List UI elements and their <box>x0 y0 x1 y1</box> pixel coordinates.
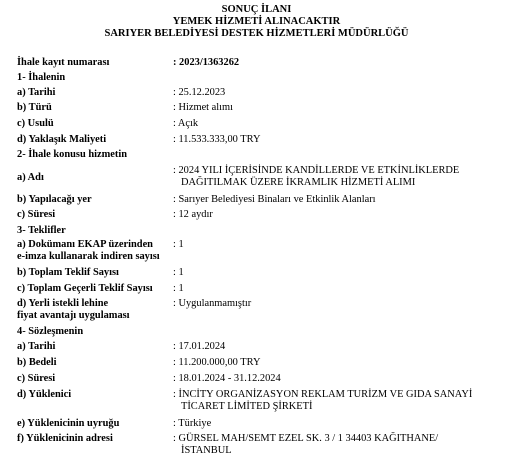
tender-type-label: b) Türü <box>17 102 52 113</box>
domestic-advantage-label-line2: fiyat avantajı uygulaması <box>17 310 130 321</box>
service-name-label: a) Adı <box>17 172 44 183</box>
registration-label: İhale kayıt numarası <box>17 57 110 68</box>
contractor-address-label: f) Yüklenicinin adresi <box>17 433 113 444</box>
total-bids-value: : 1 <box>173 267 184 278</box>
contractor-value-line2: TİCARET LİMİTED ŞİRKETİ <box>181 401 313 412</box>
tender-type-value: : Hizmet alımı <box>173 102 234 113</box>
ekap-download-label-line1: a) Dokümanı EKAP üzerinden <box>17 239 153 250</box>
estimated-cost-label: d) Yaklaşık Maliyeti <box>17 134 107 145</box>
domestic-advantage-label-line1: d) Yerli istekli lehine <box>17 298 109 309</box>
service-name-value-line1: : 2024 YILI İÇERİSİNDE KANDİLLERDE VE ETKİNLİKLERDE <box>173 165 460 176</box>
notice-department: SARIYER BELEDİYESİ DESTEK HİZMETLERİ MÜDÜRLÜĞÜ <box>104 28 409 39</box>
contract-price-label: b) Bedeli <box>17 357 57 368</box>
estimated-cost-value: : 11.533.333,00 TRY <box>173 134 261 145</box>
service-location-value: : Sarıyer Belediyesi Binaları ve Etkinlik Alanları <box>173 194 376 205</box>
section-1-title: 1- İhalenin <box>17 72 66 83</box>
tender-method-label: c) Usulü <box>17 118 54 129</box>
notice-title: SONUÇ İLANI <box>221 4 292 15</box>
valid-bids-label: c) Toplam Geçerli Teklif Sayısı <box>17 283 153 294</box>
contractor-address-value-line2: İSTANBUL <box>181 445 232 456</box>
ekap-download-value: : 1 <box>173 239 184 250</box>
tender-date-label: a) Tarihi <box>17 87 56 98</box>
ekap-download-label-line2: e-imza kullanarak indiren sayısı <box>17 251 160 262</box>
contract-date-value: : 17.01.2024 <box>173 341 226 352</box>
tender-method-value: : Açık <box>173 118 199 129</box>
contract-duration-label: c) Süresi <box>17 373 56 384</box>
contractor-address-value-line1: : GÜRSEL MAH/SEMT EZEL SK. 3 / 1 34403 KAĞITHANE/ <box>173 433 439 444</box>
valid-bids-value: : 1 <box>173 283 184 294</box>
contract-duration-value: : 18.01.2024 - 31.12.2024 <box>173 373 281 384</box>
service-duration-value: : 12 aydır <box>173 209 213 220</box>
tender-date-value: : 25.12.2023 <box>173 87 226 98</box>
service-duration-label: c) Süresi <box>17 209 56 220</box>
service-name-value-line2: DAĞITILMAK ÜZERE İKRAMLIK HİZMETİ ALIMI <box>181 177 416 188</box>
contractor-label: d) Yüklenici <box>17 389 72 400</box>
registration-value: : 2023/1363262 <box>173 57 240 68</box>
contractor-nationality-label: e) Yüklenicinin uyruğu <box>17 418 120 429</box>
total-bids-label: b) Toplam Teklif Sayısı <box>17 267 119 278</box>
section-4-title: 4- Sözleşmenin <box>17 326 84 337</box>
section-2-title: 2- İhale konusu hizmetin <box>17 149 127 160</box>
contractor-nationality-value: : Türkiye <box>173 418 212 429</box>
contract-price-value: : 11.200.000,00 TRY <box>173 357 261 368</box>
notice-subtitle: YEMEK HİZMETİ ALINACAKTIR <box>172 16 341 27</box>
contract-date-label: a) Tarihi <box>17 341 56 352</box>
contractor-value-line1: : İNCİTY ORGANİZASYON REKLAM TURİZM VE GIDA SANAYİ <box>173 389 473 400</box>
service-location-label: b) Yapılacağı yer <box>17 194 92 205</box>
domestic-advantage-value: : Uygulanmamıştır <box>173 298 252 309</box>
section-3-title: 3- Teklifler <box>17 225 66 236</box>
